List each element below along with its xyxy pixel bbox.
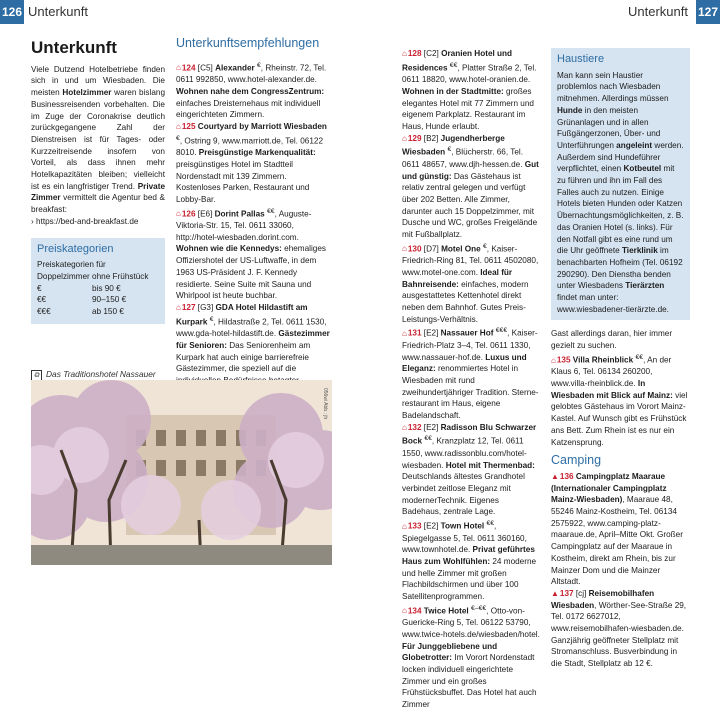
- photo-caption: ⧉ Das Traditionshotel Nassauer: [31, 369, 165, 391]
- price-box-title: Preiskategorien: [37, 242, 114, 255]
- hotel-icon: ⌂: [402, 606, 407, 616]
- hotel-icon: ⌂: [402, 329, 407, 339]
- right-page-number: 127: [696, 0, 720, 24]
- hotel-entry: ⌂130 [D7] Motel One €, Kaiser-Friedrich-Ring 81, Tel. 0611 4502080, www.motel-one.com. Ideal für Bahnreisende: einfaches, modern ausgestattetes Kettenhotel direkt neben dem Bahnhof. Gutes Preis-Leistungs-Verhältnis.: [402, 242, 539, 324]
- price-box-subtitle: Preiskategorien für Doppelzimmer ohne Frühstück: [37, 260, 149, 281]
- tent-icon: ▲: [551, 588, 559, 598]
- hotel-icon: ⌂: [402, 133, 407, 143]
- hotel-entry: ⌂127 [G3] GDA Hotel Hildastift am Kurpark €, Hildastraße 2, Tel. 0611 1530, www.gda-hotel-hildastift.de. Gästezimmer für Senioren: Das Seniorenheim am Kurpark hat auch einige barrierefreie Gästezimmer, die speziell auf die: [176, 302, 330, 374]
- price-row: €€ 90–150 €: [37, 295, 127, 305]
- arrow-icon: ›: [31, 216, 34, 226]
- hotel-entry: ⌂132 [E2] Radisson Blu Schwarzer Bock €€, Kranzplatz 12, Tel. 0611 1550, www.radissonblu.com/hotel-wiesbaden. Hotel mit Thermenbad: Deutschlands ältestes Grandhotel verbindet zeitlose Eleganz mit modernerTechnik. Eigenes Badehaus, zentrale Lage.: [402, 422, 537, 517]
- hotel-entry: ⌂131 [E2] Nassauer Hof €€€, Kaiser-Friedrich-Platz 3–4, Tel. 0611 1330, www.nassauer-hof.de. Luxus und Eleganz: renommiertes Hotel in Wiesbaden mit rund zweihundertjähriger Tradition. Sterne-restaurant im Haus, eigene Badelandschaft.: [402, 327, 539, 421]
- hotel-icon: ⌂: [402, 49, 407, 58]
- hotel-list-column: [402, 48, 540, 711]
- continuation-text: Gast allerdings daran, hier immer gezielt zu suchen.: [551, 329, 673, 351]
- bnb-link[interactable]: › https://bed-and-breakfast.de: [31, 216, 139, 226]
- photo-credit: 056wi Abb.: jh: [322, 388, 328, 420]
- caption-marker-icon: ⧉: [31, 370, 42, 381]
- camping-heading: Camping: [551, 453, 602, 468]
- recommendations-heading: Unterkunftsempfehlungen: [176, 36, 320, 50]
- price-row: € bis 90 €: [37, 283, 121, 293]
- recommendations-column: [176, 30, 332, 398]
- hotel-icon: ⌂: [402, 244, 407, 254]
- tent-icon: ▲: [551, 471, 559, 481]
- page-title: Unterkunft: [31, 38, 117, 57]
- left-page-number: 126: [0, 0, 24, 24]
- price-box: [31, 238, 165, 324]
- hotel-entry: ⌂126 [E6] Dorint Pallas €€, Auguste-Viktoria-Str. 15, Tel. 0611 33060, http://hotel-wiesbaden.dorint.com. Wohnen wie die Kennedys: ehemaliges Offiziershotel der US-Luftwaffe, in dem 1963 US-Präsident J. F. Kennedy residierte. Seine Suite mit Sauna und Whirlpool ist heute buchbar.: [176, 207, 327, 301]
- camping-entry: ▲137 [cj] Reisemobilhafen Wiesbaden, Wörther-See-Straße 29, Tel. 0172 6627012, www.reisemobilhafen-wiesbaden.de. Ganzjährig geöffneter Stellplatz mit Stromanschluss. Busverbindung in die Stadt, Stellplatz ab 12 €.: [551, 588, 687, 669]
- camping-entry: ▲136 Campingplatz Maaraue (Internationaler Campingplatz Mainz-Wiesbaden), Maaraue 48, 55246 Mainz-Kostheim, Tel. 06134 2575922, www.camping-platz-maaraue.de, April–Mitte Okt. Großer Campingplatz auf der Maaraue in Kostheim, direkt am Rhein, bis zur Mainzer Dom und die Mainzer Altstadt.: [551, 471, 683, 587]
- hotel-entry: ⌂135 Villa Rheinblick €€, An der Klaus 6, Tel. 06134 260200, www.villa-rheinblick.de. In Wiesbaden mit Blick auf Mainz: viel gelobtes Gästehaus im Vorort Mainz-Kastel. Auf Wunsch gibt es Frühstück ans Bett. Zum Rhein ist es nur ein Katzensprung.: [551, 353, 688, 447]
- hotel-entry: ⌂129 [B2] Jugendherberge Wiesbaden €, Blücherstr. 66, Tel. 0611 48657, www.djh-hessen.de. Gut und günstig: Das Gästehaus ist relativ zentral gelegen und verfügt über 202 Betten. Alle Zimmer, darunter auch 15 Doppelzimmer, mit Dusche und WC, großes Freigelände mit Fußballplatz.: [402, 133, 539, 240]
- hotel-entry: ⌂134 Twice Hotel €–€€, Otto-von-Guericke-Ring 5, Tel. 06122 53790, www.twice-hotels.de/wiesbaden/hotel. Für Junggebliebene und Globetrotter: Im Vorort Nordenstadt locken individuell eingerichtete Zimmer und ein großes Frühstücksbuffet. Das Hotel hat auch Zimmer: [402, 604, 540, 710]
- hotel-photo: [31, 380, 332, 565]
- right-running-head: Unterkunft: [628, 4, 688, 19]
- pets-box-text: Man kann sein Haustier problemlos nach Wiesbaden mitnehmen. Allerdings müssen Hunde in den meisten Grünanlagen und in allen Fußgängerzonen, Über- und Unterführungen angeleint werden. Außerdem sind Hundeführer verpflichtet, einen Kotbeutel mit zu führen und ihn im Fall des Falles auch zu nutzen. Einige Hotels bieten Hunden oder Katzen Übernachtungsmöglichkeiten, z. B. das Oranien Hotel (s. links). Für den Notfall gibt es eine rund um die Uhr geöffnete Tierklinik im benachbarten Hofheim (Tel. 06192 290290). Den Dienstha benden unter Wiesbadens Tierärzten findet man unter: www.wiesbadener-tierärzte.de.: [557, 70, 684, 314]
- nassauer-hof-illustration: [31, 380, 332, 565]
- hotel-entry: ⌂133 [E2] Town Hotel €€, Spiegelgasse 5, Tel. 0611 360160, www.townhotel.de. Privat geführtes Haus zum Wohlfühlen: 24 moderne und helle Zimmer mit großen Flachbildschirmen und über 100 Satellitenprogrammen.: [402, 520, 537, 602]
- hotel-icon: ⌂: [402, 521, 407, 531]
- pets-box-title: Haustiere: [557, 53, 605, 65]
- hotel-icon: ⌂: [402, 422, 407, 432]
- hotel-icon: ⌂: [176, 209, 181, 219]
- price-row: €€€ ab 150 €: [37, 307, 124, 317]
- hotel-icon: ⌂: [176, 63, 181, 73]
- intro-paragraph: Viele Dutzend Hotelbetriebe finden sich in und um Wiesbaden. Die meisten Hotelzimmer waren bislang Businessreisenden vorbehalten. Die im Zuge der Coronakrise deutlich zurückgegangene Zahl der Dienstreisen ist für Tages- oder Kurzzeitreisende insofern von Vorteil, als dass ihnen mehr Hotelkapazitäten bleiben; vielleicht ist es ein langfristiger Trend. Private Zimmer vermittelt die Agentur bed & breakfast:: [31, 64, 166, 215]
- hotel-entry: ⌂125 Courtyard by Marriott Wiesbaden €, Ostring 9, www.marriott.de, Tel. 06122 8010. Preisgünstige Markenqualität: preisgünstiges Hotel im Stadtteil Nordenstadt mit 139 Zimmern. Kostenloses Parken, Restaurant und Lobby-Bar.: [176, 121, 327, 204]
- left-running-head: Unterkunft: [28, 4, 88, 19]
- hotel-entry: ⌂124 [C5] Alexander €, Rheinstr. 72, Tel. 0611 992850, www.hotel-alexander.de. Wohnen nahe dem CongressZentrum: einfaches Dreisternehaus mit individuell eingerichteten Zimmern.: [176, 61, 327, 120]
- sidebar-column: [551, 48, 690, 670]
- hotel-icon: ⌂: [551, 355, 556, 365]
- hotel-entry: ⌂128 [C2] Oranien Hotel und Residences €€, Platter Straße 2, Tel. 0611 18820, www.hotel-oranien.de. Wohnen in der Stadtmitte: großes elegantes Hotel mit 77 Zimmern und eigenem Parkplatz. Restaurant im Haus, Hunde erlaubt.: [402, 49, 537, 131]
- hotel-icon: ⌂: [176, 302, 181, 312]
- hotel-icon: ⌂: [176, 121, 181, 131]
- intro-column: [31, 30, 165, 391]
- pets-box: [551, 48, 690, 320]
